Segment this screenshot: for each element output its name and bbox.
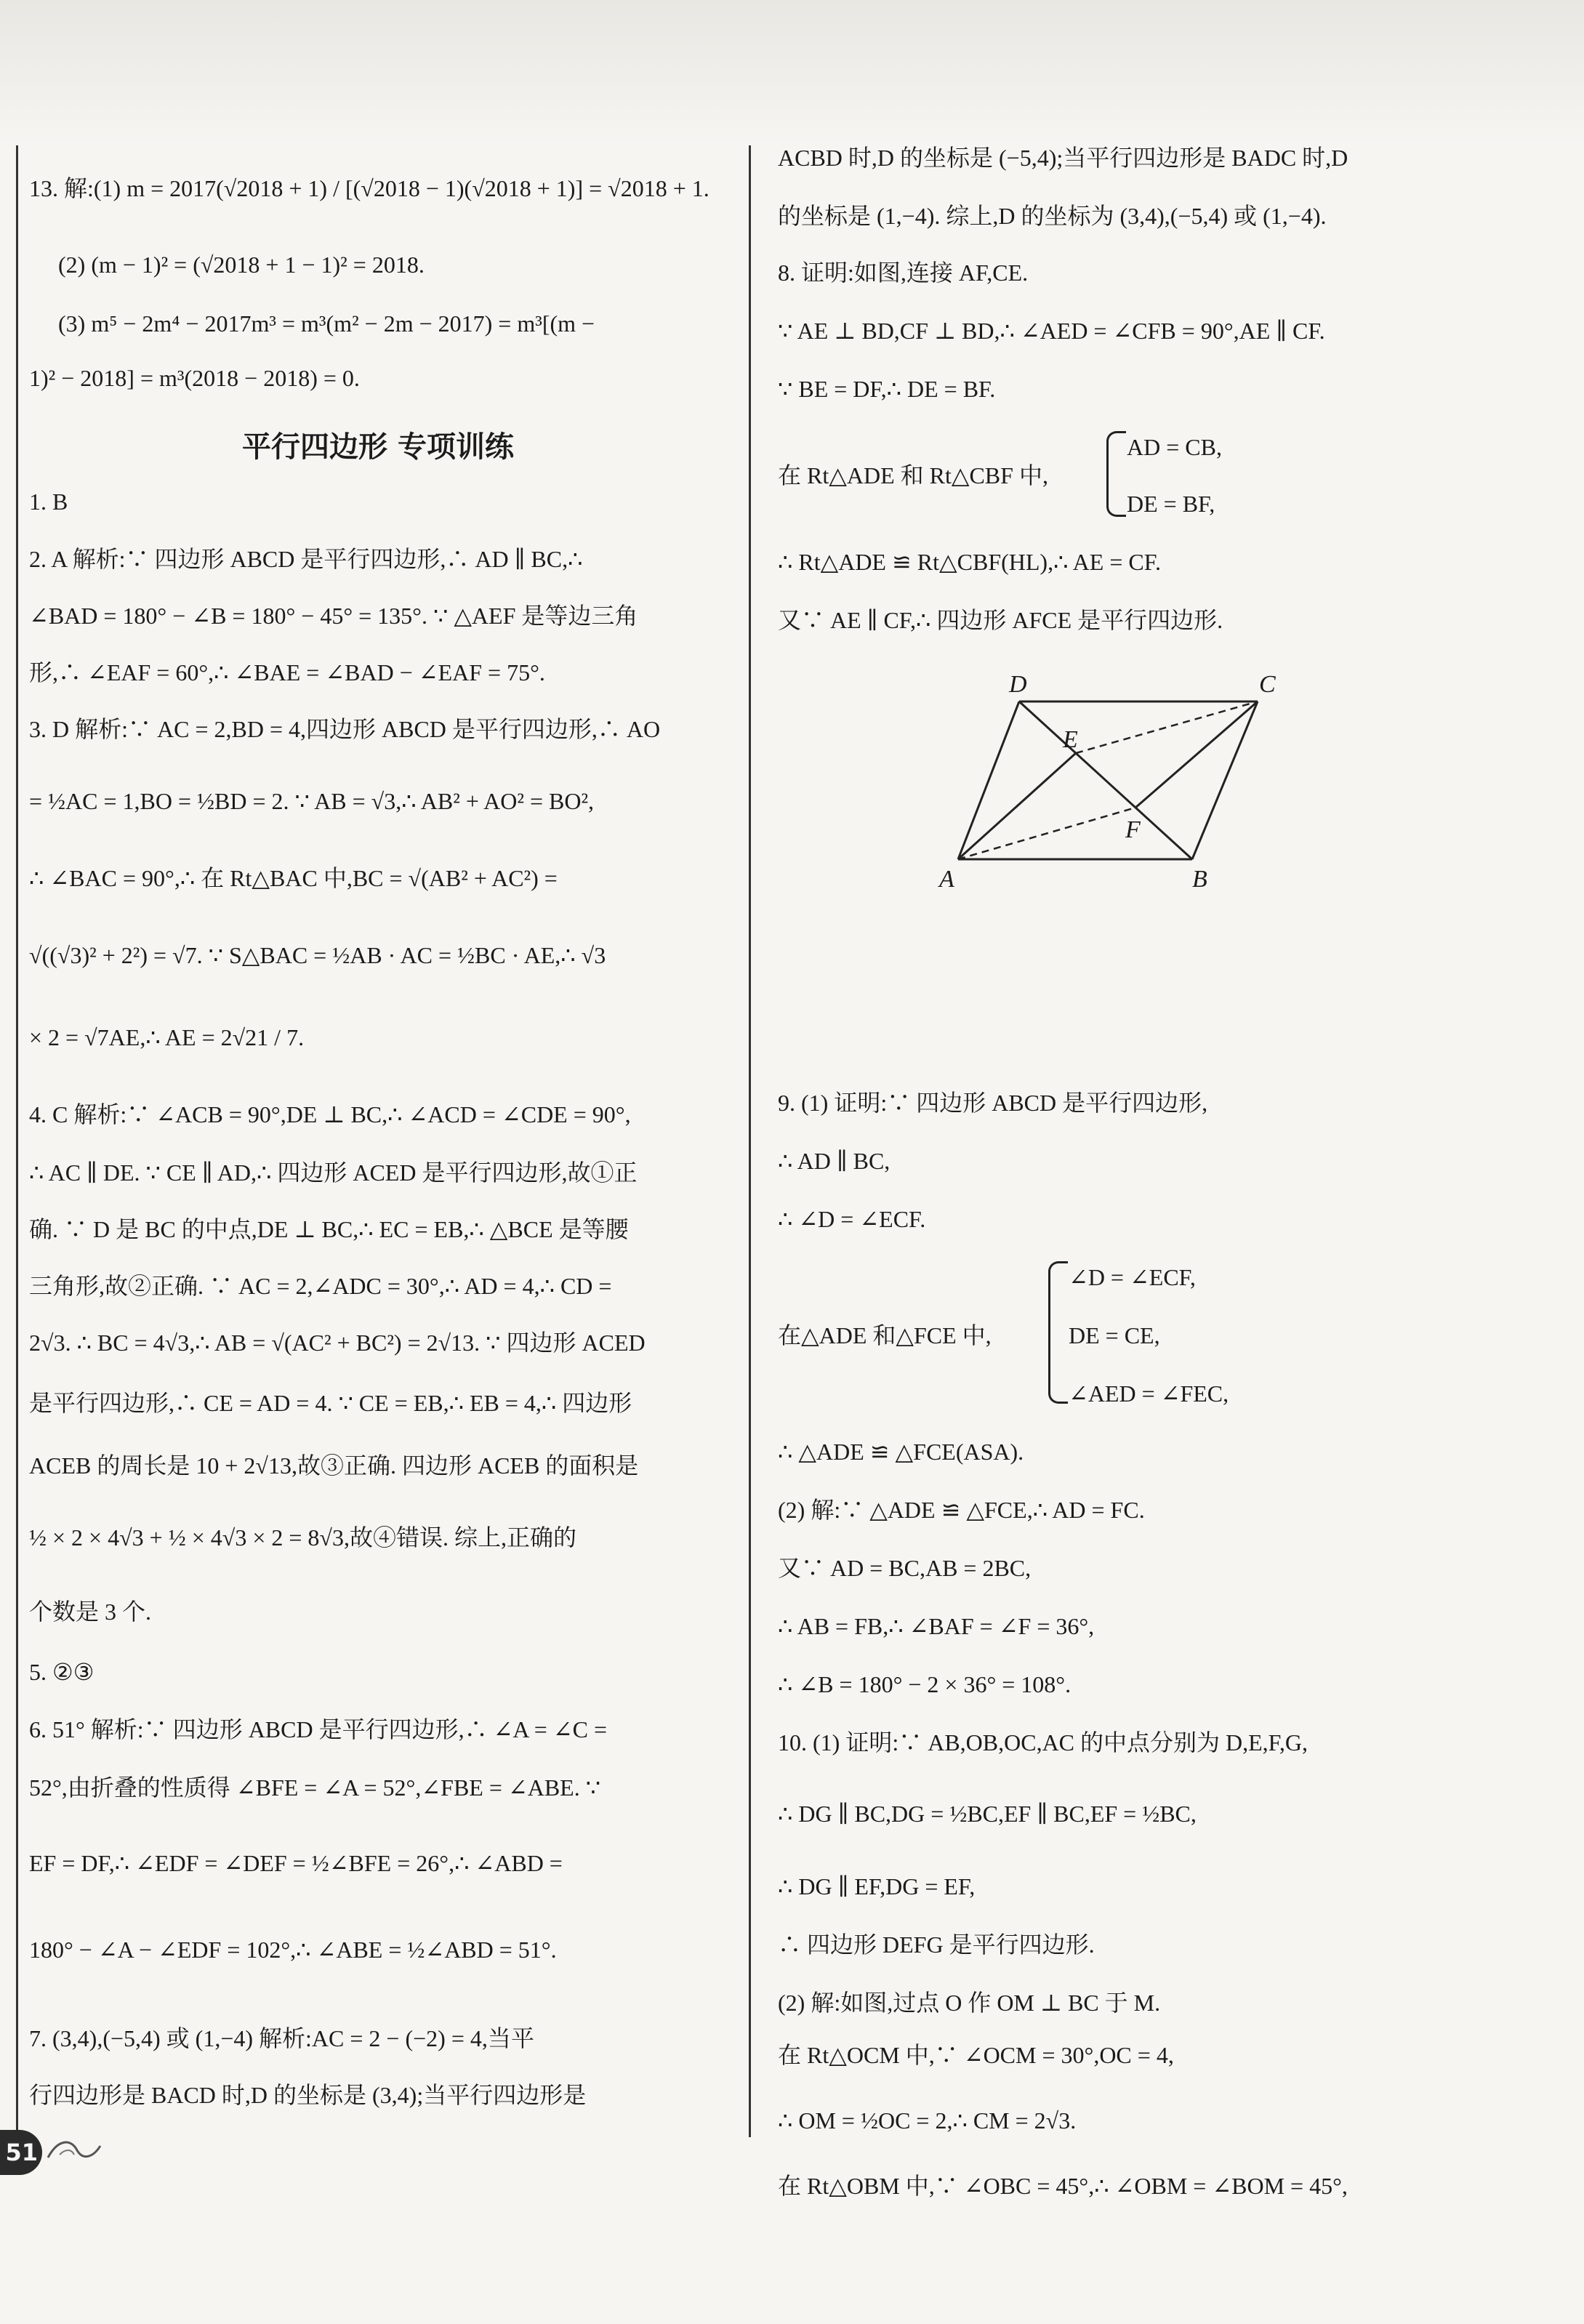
text-line: (2) 解:∵ △ADE ≌ △FCE,∴ AD = FC. <box>778 1497 1145 1523</box>
text-line: ∴ AC ∥ DE. ∵ CE ∥ AD,∴ 四边形 ACED 是平行四边形,故①正 <box>29 1159 638 1186</box>
text-line: 确. ∵ D 是 BC 的中点,DE ⊥ BC,∴ EC = EB,∴ △BCE 是等腰 <box>29 1216 629 1242</box>
text-line: AD = CB, <box>1127 434 1222 460</box>
text-line: ∴ OM = ½OC = 2,∴ CM = 2√3. <box>778 2107 1077 2134</box>
text-line: 10. (1) 证明:∵ AB,OB,OC,AC 的中点分别为 D,E,F,G, <box>778 1729 1308 1756</box>
text-line: ACEB 的周长是 10 + 2√13,故③正确. 四边形 ACEB 的面积是 <box>29 1452 639 1479</box>
page-top-shade <box>0 0 1584 145</box>
text-line: 1)² − 2018] = m³(2018 − 2018) = 0. <box>29 365 360 391</box>
text-line: 又∵ AD = BC,AB = 2BC, <box>778 1555 1032 1581</box>
text-line: 5. ②③ <box>29 1659 95 1685</box>
text-line: = ½AC = 1,BO = ½BD = 2. ∵ AB = √3,∴ AB² + AO² = BO², <box>29 788 595 814</box>
text-line: 7. (3,4),(−5,4) 或 (1,−4) 解析:AC = 2 − (−2) = 4,当平 <box>29 2025 534 2051</box>
text-line: DE = BF, <box>1127 491 1215 517</box>
column-divider <box>749 145 751 2137</box>
dashed-EC <box>1076 701 1258 753</box>
text-line: 2√3. ∴ BC = 4√3,∴ AB = √(AC² + BC²) = 2√13. ∵ 四边形 ACED <box>29 1330 646 1356</box>
label-A: A <box>939 866 954 893</box>
text-line: ∴ ∠D = ∠ECF. <box>778 1206 926 1232</box>
text-line: 13. 解:(1) m = 2017(√2018 + 1) / [(√2018 − 1)(√2018 + 1)] = √2018 + 1. <box>29 175 709 201</box>
text-line: 是平行四边形,∴ CE = AD = 4. ∵ CE = EB,∴ EB = 4,∴ 四边形 <box>29 1390 632 1416</box>
text-line: ∴ AB = FB,∴ ∠BAF = ∠F = 36°, <box>778 1613 1095 1639</box>
text-line: 行四边形是 BACD 时,D 的坐标是 (3,4);当平行四边形是 <box>29 2082 587 2108</box>
dashed-AF <box>958 808 1135 859</box>
text-line: (2) (m − 1)² = (√2018 + 1 − 1)² = 2018. <box>58 252 425 278</box>
label-E: E <box>1063 726 1078 753</box>
text-line: 8. 证明:如图,连接 AF,CE. <box>778 260 1029 286</box>
segment-CF <box>1135 701 1258 808</box>
text-line: ∠AED = ∠FEC, <box>1069 1380 1229 1407</box>
text-line: 形,∴ ∠EAF = 60°,∴ ∠BAE = ∠BAD − ∠EAF = 75°. <box>29 659 545 685</box>
text-line: ∴ 四边形 DEFG 是平行四边形. <box>778 1931 1095 1958</box>
text-line: 个数是 3 个. <box>29 1599 152 1625</box>
text-line: 3. D 解析:∵ AC = 2,BD = 4,四边形 ABCD 是平行四边形,∴ AO <box>29 716 661 742</box>
page-number: 51 <box>0 2130 42 2175</box>
text-line: ½ × 2 × 4√3 + ½ × 4√3 × 2 = 8√3,故④错误. 综上,正确的 <box>29 1524 576 1551</box>
text-line: 180° − ∠A − ∠EDF = 102°,∴ ∠ABE = ½∠ABD = 51°. <box>29 1937 557 1963</box>
text-line: 在△ADE 和△FCE 中, <box>778 1322 992 1348</box>
text-line: 的坐标是 (1,−4). 综上,D 的坐标为 (3,4),(−5,4) 或 (1,−4). <box>778 203 1327 229</box>
segment-CB <box>1192 701 1258 859</box>
label-C: C <box>1259 671 1276 698</box>
brace <box>1106 431 1126 517</box>
label-F: F <box>1125 816 1141 843</box>
ornament-icon <box>45 2136 103 2165</box>
text-line: 2. A 解析:∵ 四边形 ABCD 是平行四边形,∴ AD ∥ BC,∴ <box>29 546 583 572</box>
text-line: 在 Rt△OCM 中,∵ ∠OCM = 30°,OC = 4, <box>778 2042 1174 2068</box>
text-line: ∵ BE = DF,∴ DE = BF. <box>778 376 996 402</box>
text-line: 4. C 解析:∵ ∠ACB = 90°,DE ⊥ BC,∴ ∠ACD = ∠CDE = 90°, <box>29 1101 631 1127</box>
label-B: B <box>1192 866 1207 893</box>
label-D: D <box>1009 671 1027 698</box>
left-margin-rule <box>16 145 18 2137</box>
text-line: ∴ Rt△ADE ≌ Rt△CBF(HL),∴ AE = CF. <box>778 549 1161 575</box>
text-line: 三角形,故②正确. ∵ AC = 2,∠ADC = 30°,∴ AD = 4,∴ CD = <box>29 1273 612 1299</box>
text-line: 6. 51° 解析:∵ 四边形 ABCD 是平行四边形,∴ ∠A = ∠C = <box>29 1716 608 1742</box>
text-line: ∴ DG ∥ EF,DG = EF, <box>778 1873 976 1899</box>
segment-AE <box>958 753 1076 859</box>
text-line: (2) 解:如图,过点 O 作 OM ⊥ BC 于 M. <box>778 1990 1161 2016</box>
segment-AD <box>958 701 1019 859</box>
text-line: ∴ ∠B = 180° − 2 × 36° = 108°. <box>778 1671 1072 1697</box>
text-line: 又∵ AE ∥ CF,∴ 四边形 AFCE 是平行四边形. <box>778 607 1223 633</box>
text-line: 在 Rt△ADE 和 Rt△CBF 中, <box>778 462 1048 488</box>
text-line: × 2 = √7AE,∴ AE = 2√21 / 7. <box>29 1024 305 1050</box>
text-line: ∴ ∠BAC = 90°,∴ 在 Rt△BAC 中,BC = √(AB² + AC²) = <box>29 865 558 891</box>
text-line: √((√3)² + 2²) = √7. ∵ S△BAC = ½AB · AC = ½BC · AE,∴ √3 <box>29 942 606 968</box>
text-line: ∠D = ∠ECF, <box>1069 1264 1196 1290</box>
text-line: EF = DF,∴ ∠EDF = ∠DEF = ½∠BFE = 26°,∴ ∠ABD = <box>29 1850 563 1876</box>
text-line: 9. (1) 证明:∵ 四边形 ABCD 是平行四边形, <box>778 1090 1208 1116</box>
section-title: 平行四边形 专项训练 <box>242 430 514 464</box>
text-line: (3) m⁵ − 2m⁴ − 2017m³ = m³(m² − 2m − 2017) = m³[(m − <box>58 310 595 337</box>
text-line: 52°,由折叠的性质得 ∠BFE = ∠A = 52°,∠FBE = ∠ABE. ∵ <box>29 1774 601 1801</box>
text-line: ∵ AE ⊥ BD,CF ⊥ BD,∴ ∠AED = ∠CFB = 90°,AE ∥ CF. <box>778 318 1325 344</box>
text-line: 1. B <box>29 488 68 515</box>
brace <box>1048 1261 1068 1404</box>
text-line: ACBD 时,D 的坐标是 (−5,4);当平行四边形是 BADC 时,D <box>778 145 1348 171</box>
text-line: DE = CE, <box>1069 1322 1160 1348</box>
parallelogram-figure <box>938 669 1316 894</box>
text-line: ∴ AD ∥ BC, <box>778 1148 891 1174</box>
text-line: 在 Rt△OBM 中,∵ ∠OBC = 45°,∴ ∠OBM = ∠BOM = 45°, <box>778 2173 1348 2199</box>
text-line: ∴ DG ∥ BC,DG = ½BC,EF ∥ BC,EF = ½BC, <box>778 1801 1197 1827</box>
text-line: ∴ △ADE ≌ △FCE(ASA). <box>778 1439 1024 1465</box>
text-line: ∠BAD = 180° − ∠B = 180° − 45° = 135°. ∵ △AEF 是等边三角 <box>29 603 638 629</box>
